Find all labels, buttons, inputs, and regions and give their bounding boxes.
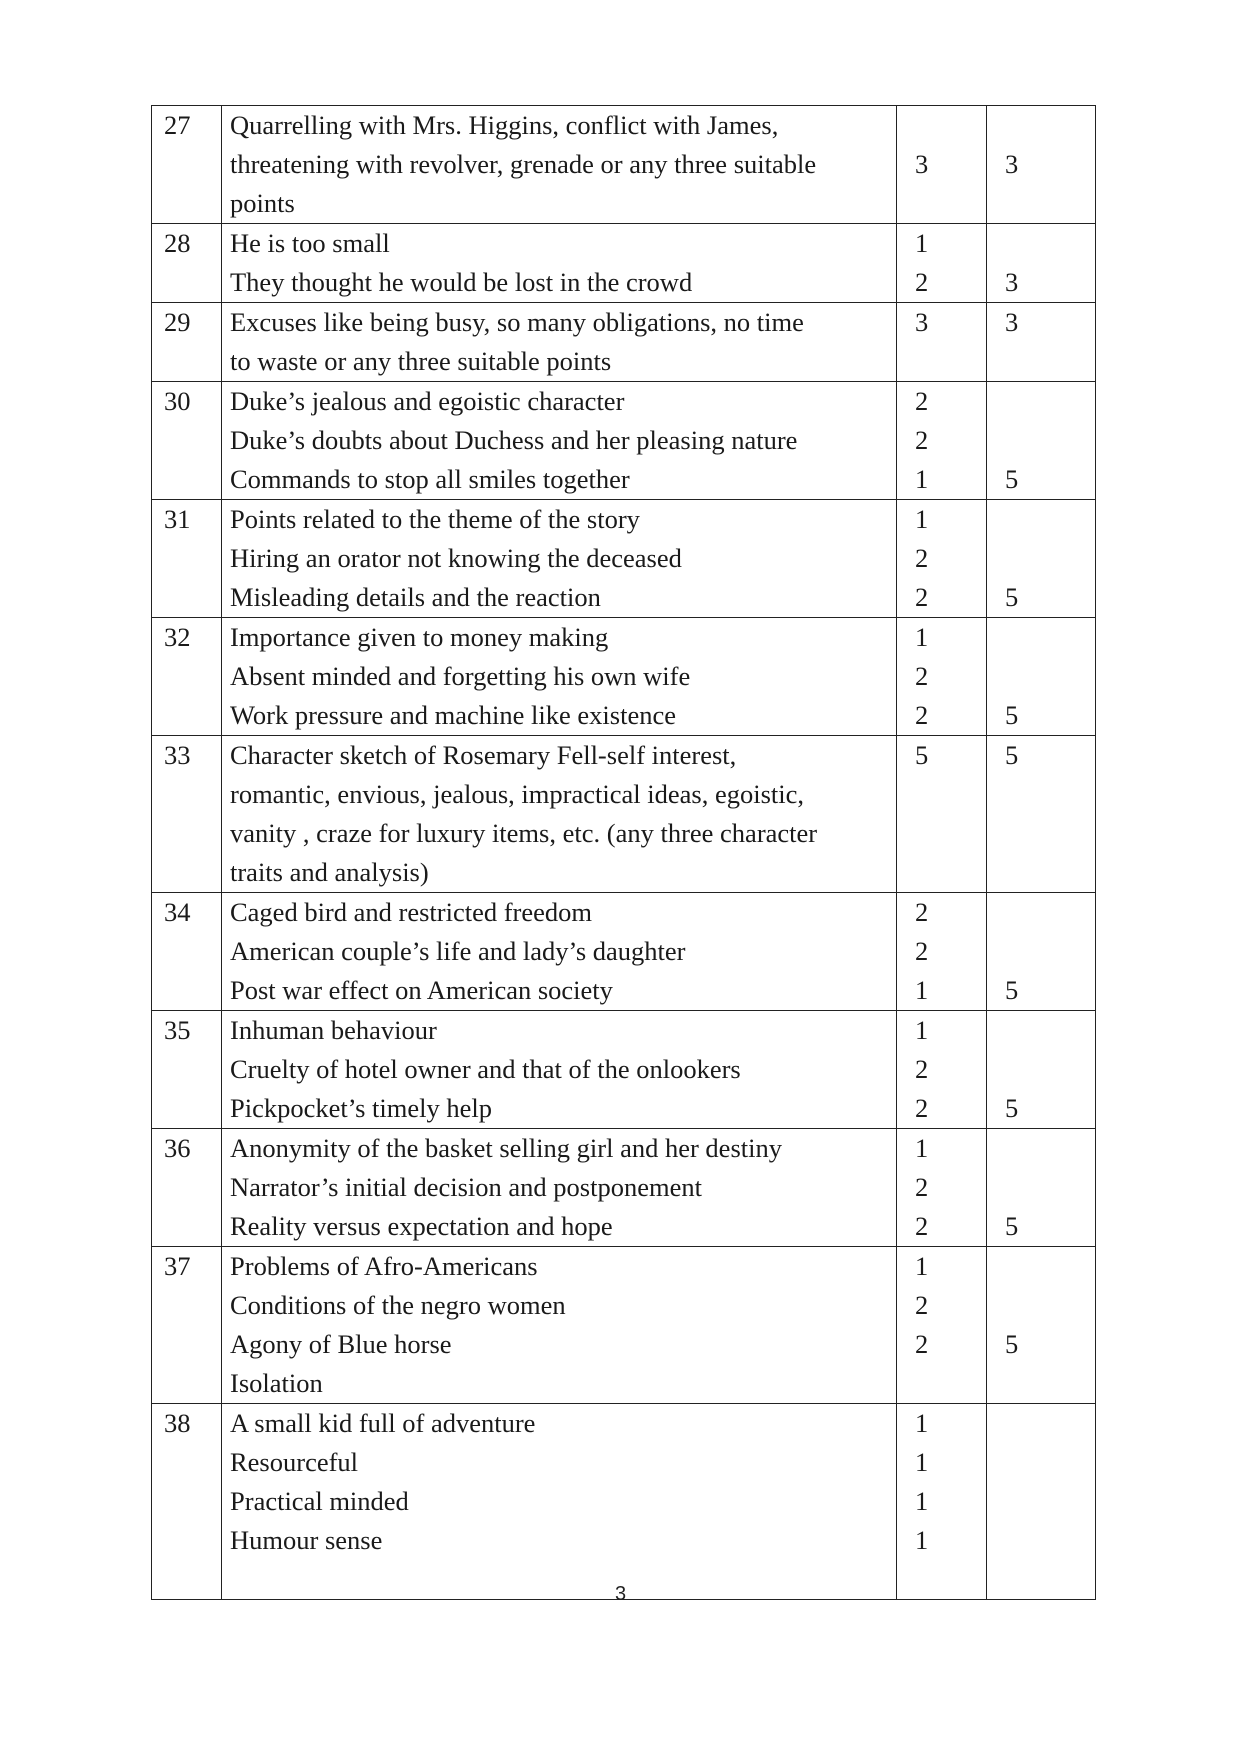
table-row xyxy=(152,618,1096,736)
answer-point-line: romantic, envious, jealous, impractical ideas, egoistic, xyxy=(230,779,804,809)
marks-value-line: 2 xyxy=(915,661,929,691)
total-marks-line xyxy=(995,1050,1087,1089)
question-number-cell xyxy=(152,1404,222,1600)
question-number: 31 xyxy=(164,504,191,534)
table-row xyxy=(152,382,1096,500)
answer-point-line: Absent minded and forgetting his own wife xyxy=(230,661,691,691)
answer-point-line: vanity , craze for luxury items, etc. (any three character xyxy=(230,818,818,848)
marks-value-line: 2 xyxy=(915,936,929,966)
question-number: 32 xyxy=(164,622,191,652)
answer-point-line: Hiring an orator not knowing the deceased xyxy=(230,543,682,573)
total-marks-line: 5 xyxy=(1005,1093,1019,1123)
total-marks xyxy=(987,303,1096,382)
marks-value xyxy=(897,1404,987,1600)
marks-value xyxy=(897,1129,987,1247)
question-number-cell xyxy=(152,382,222,500)
marks-value-line: 2 xyxy=(915,1329,929,1359)
answer-point-line: Reality versus expectation and hope xyxy=(230,1211,613,1241)
question-number-cell xyxy=(152,736,222,893)
page-number: 3 xyxy=(614,1583,627,1605)
answer-point-line: Duke’s doubts about Duchess and her pleasing nature xyxy=(230,425,798,455)
total-marks-line xyxy=(995,932,1087,971)
total-marks-line xyxy=(995,184,1087,223)
question-number: 27 xyxy=(164,110,191,140)
marks-value-line: 1 xyxy=(915,975,929,1005)
answer-point-line: Duke’s jealous and egoistic character xyxy=(230,386,625,416)
question-number: 34 xyxy=(164,897,191,927)
answer-point-line: Caged bird and restricted freedom xyxy=(230,897,593,927)
total-marks-line xyxy=(995,853,1087,892)
total-marks-line xyxy=(995,421,1087,460)
total-marks-line xyxy=(995,1247,1087,1286)
total-marks-line xyxy=(995,775,1087,814)
answer-point-line: They thought he would be lost in the crowd xyxy=(230,267,693,297)
total-marks xyxy=(987,500,1096,618)
total-marks xyxy=(987,736,1096,893)
marks-value xyxy=(897,303,987,382)
question-number: 36 xyxy=(164,1133,191,1163)
answer-point xyxy=(222,618,897,736)
total-marks-line: 5 xyxy=(1005,740,1019,770)
question-number: 30 xyxy=(164,386,191,416)
marks-value xyxy=(897,1247,987,1404)
total-marks xyxy=(987,1129,1096,1247)
table-body xyxy=(152,106,1096,1600)
table-row xyxy=(152,1404,1096,1600)
answer-point-line: Isolation xyxy=(230,1368,323,1398)
total-marks-line: 5 xyxy=(1005,975,1019,1005)
total-marks-line xyxy=(995,1168,1087,1207)
total-marks xyxy=(987,106,1096,224)
total-marks-line xyxy=(995,1404,1087,1443)
total-marks-line: 5 xyxy=(1005,1329,1019,1359)
table-row xyxy=(152,106,1096,224)
total-marks-line xyxy=(995,1482,1087,1521)
marks-value-line: 1 xyxy=(915,228,929,258)
total-marks-line: 3 xyxy=(1005,267,1019,297)
marks-value xyxy=(897,618,987,736)
question-number-cell xyxy=(152,1247,222,1404)
total-marks xyxy=(987,1404,1096,1600)
marks-value-line: 2 xyxy=(915,1290,929,1320)
total-marks-line xyxy=(995,1286,1087,1325)
total-marks xyxy=(987,382,1096,500)
question-number: 33 xyxy=(164,740,191,770)
total-marks xyxy=(987,1247,1096,1404)
marks-value-line: 5 xyxy=(915,740,929,770)
answer-point-line: Cruelty of hotel owner and that of the onlookers xyxy=(230,1054,741,1084)
total-marks xyxy=(987,893,1096,1011)
answer-point-line: Excuses like being busy, so many obligations, no time xyxy=(230,307,804,337)
marks-value-line: 2 xyxy=(915,543,929,573)
table-row xyxy=(152,1129,1096,1247)
total-marks xyxy=(987,1011,1096,1129)
marking-scheme-page xyxy=(151,105,1095,1600)
total-marks-line xyxy=(995,1011,1087,1050)
answer-point xyxy=(222,303,897,382)
answer-point-line: Commands to stop all smiles together xyxy=(230,464,630,494)
question-number-cell xyxy=(152,893,222,1011)
question-number-cell xyxy=(152,1011,222,1129)
answer-point-line: Narrator’s initial decision and postponement xyxy=(230,1172,702,1202)
marks-value xyxy=(897,224,987,303)
marks-value-line: 2 xyxy=(915,1211,929,1241)
marks-value-line: 2 xyxy=(915,1172,929,1202)
answer-point xyxy=(222,224,897,303)
marks-value-line: 1 xyxy=(915,1251,929,1281)
question-number-cell xyxy=(152,1129,222,1247)
question-number-cell xyxy=(152,500,222,618)
marks-value-line xyxy=(905,853,978,892)
answer-point-line: Misleading details and the reaction xyxy=(230,582,601,612)
answer-point xyxy=(222,736,897,893)
total-marks-line xyxy=(995,382,1087,421)
total-marks-line xyxy=(995,1129,1087,1168)
total-marks-line: 3 xyxy=(1005,149,1019,179)
marks-value-line: 1 xyxy=(915,1015,929,1045)
marks-value-line: 1 xyxy=(915,1408,929,1438)
marks-value-line: 1 xyxy=(915,1525,929,1555)
total-marks-line: 3 xyxy=(1005,307,1019,337)
marking-scheme-table xyxy=(151,105,1096,1600)
marks-value-line: 1 xyxy=(915,504,929,534)
question-number-cell xyxy=(152,224,222,303)
total-marks-line: 5 xyxy=(1005,582,1019,612)
total-marks-line xyxy=(995,224,1087,263)
table-row xyxy=(152,224,1096,303)
question-number: 38 xyxy=(164,1408,191,1438)
total-marks-line xyxy=(995,500,1087,539)
table-row xyxy=(152,303,1096,382)
marks-value xyxy=(897,382,987,500)
marks-value-line: 1 xyxy=(915,1447,929,1477)
table-row xyxy=(152,500,1096,618)
answer-point-line: Problems of Afro-Americans xyxy=(230,1251,538,1281)
total-marks-line: 5 xyxy=(1005,464,1019,494)
total-marks-line: 5 xyxy=(1005,1211,1019,1241)
marks-value-line xyxy=(905,342,978,381)
total-marks-line xyxy=(995,106,1087,145)
total-marks-line: 5 xyxy=(1005,700,1019,730)
marks-value-line: 2 xyxy=(915,582,929,612)
table-row xyxy=(152,1011,1096,1129)
answer-point-line: Anonymity of the basket selling girl and her destiny xyxy=(230,1133,782,1163)
answer-point-line: to waste or any three suitable points xyxy=(230,346,612,376)
total-marks-line xyxy=(995,814,1087,853)
answer-point-line: Points related to the theme of the story xyxy=(230,504,640,534)
marks-value-line: 1 xyxy=(915,1133,929,1163)
question-number: 28 xyxy=(164,228,191,258)
marks-value xyxy=(897,1011,987,1129)
answer-point-line: traits and analysis) xyxy=(230,857,429,887)
total-marks-line xyxy=(995,893,1087,932)
answer-point-line: He is too small xyxy=(230,228,390,258)
answer-point xyxy=(222,893,897,1011)
answer-point xyxy=(222,1404,897,1600)
marks-value xyxy=(897,106,987,224)
table-row xyxy=(152,1247,1096,1404)
marks-value-line: 2 xyxy=(915,386,929,416)
total-marks xyxy=(987,224,1096,303)
answer-point-line: Inhuman behaviour xyxy=(230,1015,437,1045)
answer-point-line: Humour sense xyxy=(230,1525,383,1555)
answer-point-line: Pickpocket’s timely help xyxy=(230,1093,493,1123)
marks-value xyxy=(897,736,987,893)
answer-point-line: Character sketch of Rosemary Fell-self interest, xyxy=(230,740,737,770)
marks-value-line: 2 xyxy=(915,425,929,455)
answer-point-line: A small kid full of adventure xyxy=(230,1408,536,1438)
question-number: 29 xyxy=(164,307,191,337)
question-number-cell xyxy=(152,618,222,736)
total-marks xyxy=(987,618,1096,736)
marks-value-line: 1 xyxy=(915,464,929,494)
answer-point xyxy=(222,1247,897,1404)
answer-point-line: Importance given to money making xyxy=(230,622,609,652)
answer-point-line: Quarrelling with Mrs. Higgins, conflict with James, xyxy=(230,110,779,140)
marks-value-line: 1 xyxy=(915,622,929,652)
marks-value-line: 1 xyxy=(915,1486,929,1516)
answer-point-line: Practical minded xyxy=(230,1486,409,1516)
marks-value-line: 3 xyxy=(915,307,929,337)
marks-value-line xyxy=(905,775,978,814)
marks-value-line: 2 xyxy=(915,1054,929,1084)
marks-value-line xyxy=(905,106,978,145)
table-row xyxy=(152,736,1096,893)
answer-point xyxy=(222,500,897,618)
answer-point-line: points xyxy=(230,188,295,218)
total-marks-line xyxy=(995,539,1087,578)
total-marks-line xyxy=(995,1521,1087,1560)
answer-point xyxy=(222,1011,897,1129)
marks-value xyxy=(897,893,987,1011)
question-number-cell xyxy=(152,106,222,224)
marks-value-line xyxy=(905,1364,978,1403)
answer-point-line: American couple’s life and lady’s daughter xyxy=(230,936,686,966)
marks-value-line: 3 xyxy=(915,149,929,179)
question-number: 35 xyxy=(164,1015,191,1045)
total-marks-line xyxy=(995,342,1087,381)
marks-value-line: 2 xyxy=(915,700,929,730)
total-marks-line xyxy=(995,657,1087,696)
answer-point xyxy=(222,106,897,224)
total-marks-line xyxy=(995,1443,1087,1482)
answer-point xyxy=(222,382,897,500)
question-number-cell xyxy=(152,303,222,382)
question-number: 37 xyxy=(164,1251,191,1281)
answer-point xyxy=(222,1129,897,1247)
answer-point-line: Conditions of the negro women xyxy=(230,1290,566,1320)
total-marks-line xyxy=(995,1364,1087,1403)
marks-value-line xyxy=(905,184,978,223)
answer-point-line: threatening with revolver, grenade or any three suitable xyxy=(230,149,817,179)
marks-value-line xyxy=(905,814,978,853)
marks-value-line: 2 xyxy=(915,897,929,927)
answer-point-line: Resourceful xyxy=(230,1447,359,1477)
answer-point-line: Work pressure and machine like existence xyxy=(230,700,676,730)
answer-point-line: Post war effect on American society xyxy=(230,975,613,1005)
answer-point-line: Agony of Blue horse xyxy=(230,1329,452,1359)
marks-value-line: 2 xyxy=(915,1093,929,1123)
table-row xyxy=(152,893,1096,1011)
marks-value-line: 2 xyxy=(915,267,929,297)
marks-value xyxy=(897,500,987,618)
total-marks-line xyxy=(995,618,1087,657)
